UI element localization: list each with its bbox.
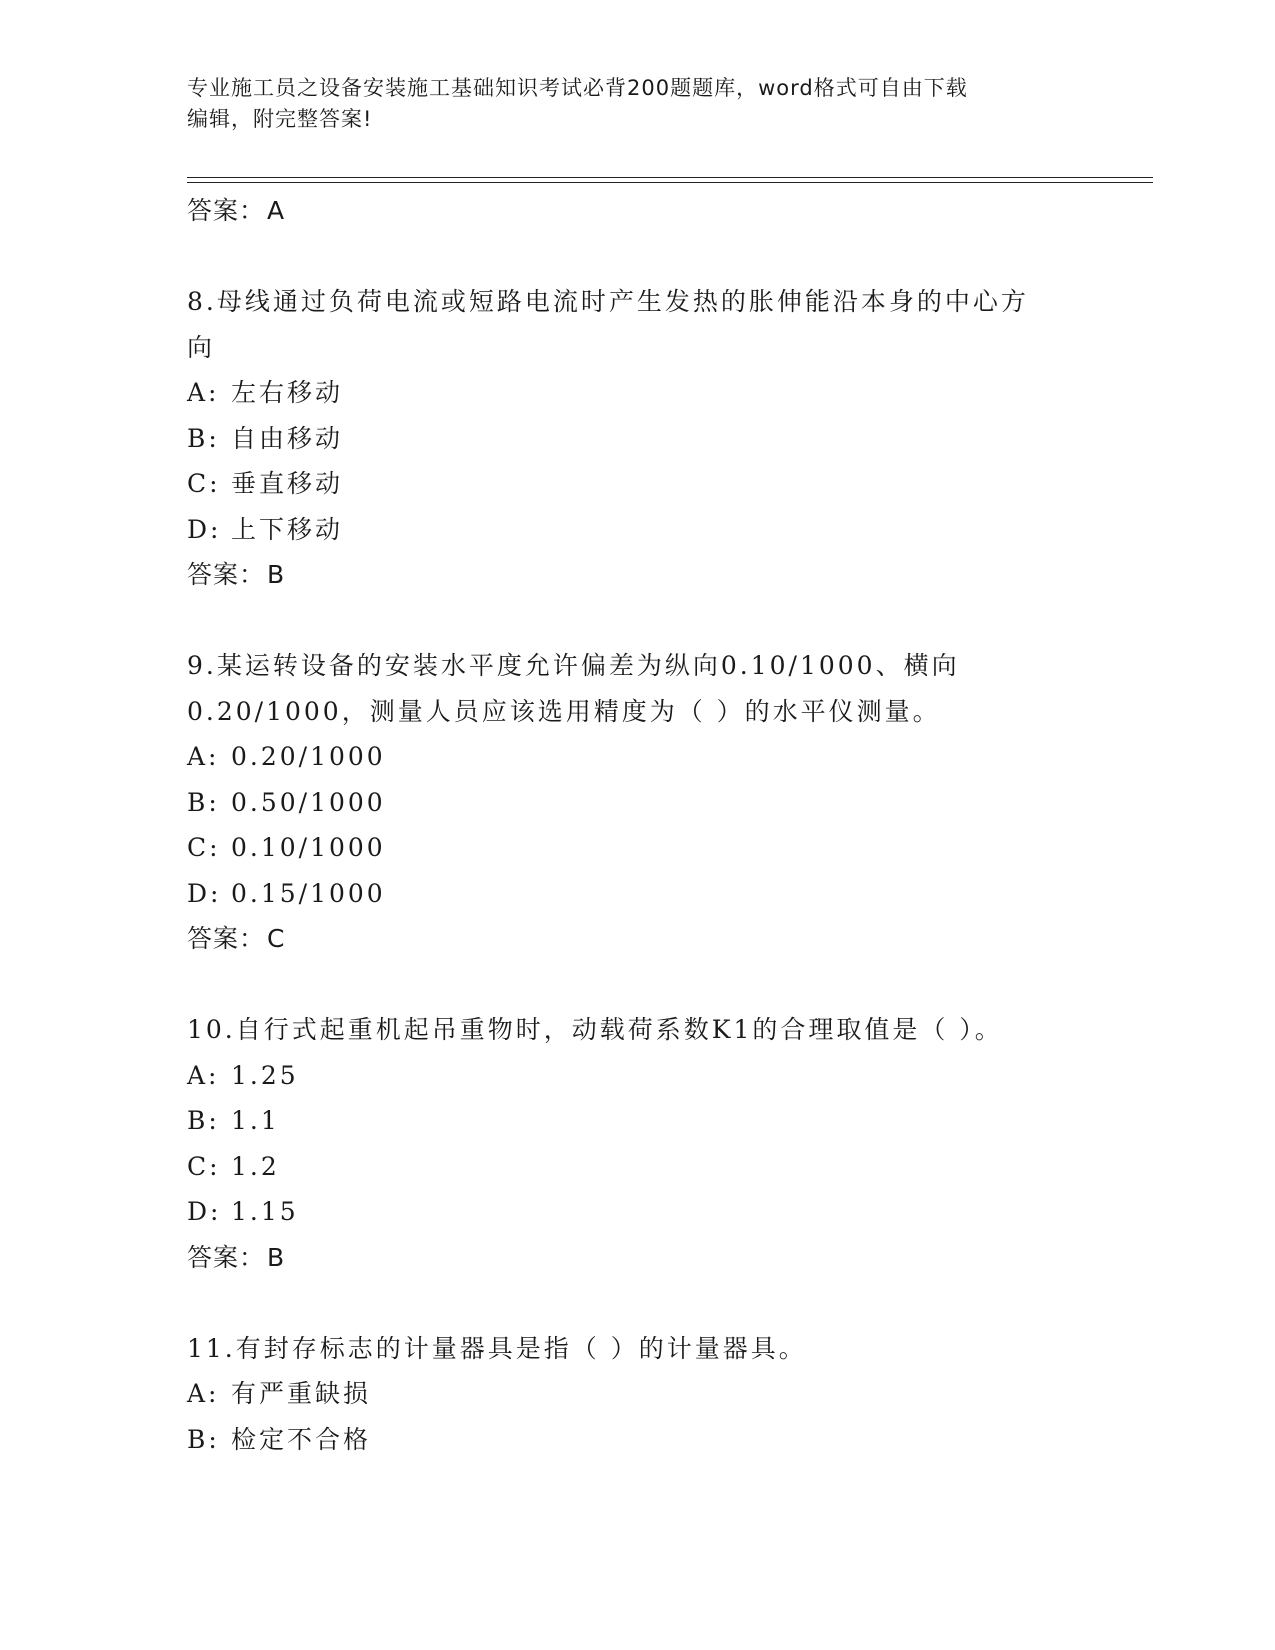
question-text-line-1: 自行式起重机起吊重物时，动载荷系数K1的合理取值是（ ）。 (235, 1015, 1003, 1044)
question-number: 11. (187, 1333, 236, 1363)
option-b (187, 1417, 1087, 1463)
option-letter: B: (187, 423, 220, 453)
answer-value: B (267, 560, 286, 589)
option-c (187, 1144, 1087, 1190)
question-number: 8. (187, 287, 217, 316)
option-text: 1.1 (231, 1106, 280, 1135)
question-text-line-2: 向 (187, 332, 216, 362)
answer-value: B (267, 1242, 286, 1272)
option-text: 垂直移动 (231, 469, 344, 498)
option-letter: A: (187, 378, 220, 407)
question-9 (187, 643, 1087, 962)
answer-value: C (267, 924, 286, 953)
question-text-line-2: 0.20/1000，测量人员应该选用精度为（ ）的水平仪测量。 (187, 696, 941, 726)
option-letter: B: (187, 1106, 220, 1135)
option-letter: D: (187, 878, 222, 908)
answer-label: 答案： (187, 924, 266, 953)
option-d (187, 1189, 1087, 1235)
option-text: 左右移动 (231, 378, 344, 407)
option-a (187, 734, 1087, 780)
option-b (187, 416, 1087, 462)
question-text-line-1: 某运转设备的安装水平度允许偏差为纵向0.10/1000、横向 (216, 651, 960, 680)
question-8 (187, 279, 1087, 598)
question-11 (187, 1326, 1087, 1463)
answer-line (187, 916, 1087, 962)
question-text-line-1: 有封存标志的计量器具是指（ ）的计量器具。 (235, 1333, 807, 1363)
option-text: 自由移动 (231, 423, 344, 453)
question-text (187, 643, 1087, 689)
answer-label: 答案： (187, 196, 266, 225)
option-a (187, 370, 1087, 416)
option-a (187, 1053, 1087, 1099)
header-title-line-2: 编辑，附完整答案! (187, 107, 373, 131)
question-text (187, 279, 1087, 325)
option-c (187, 461, 1087, 507)
option-d (187, 871, 1087, 917)
question-number: 10. (187, 1015, 236, 1044)
option-letter: C: (187, 1151, 221, 1181)
answer-label: 答案： (187, 1242, 266, 1272)
option-text: 0.20/1000 (231, 742, 386, 771)
option-text: 0.15/1000 (231, 878, 386, 908)
answer-label: 答案： (187, 560, 266, 589)
option-letter: B: (187, 1424, 220, 1454)
header-title-line-1: 专业施工员之设备安装施工基础知识考试必背200题题库，word格式可自由下载 (187, 76, 968, 100)
option-c (187, 825, 1087, 871)
option-letter: D: (187, 514, 222, 544)
answer-value: A (267, 196, 286, 225)
option-a (187, 1371, 1087, 1417)
option-text: 1.25 (231, 1060, 299, 1090)
option-letter: A: (187, 1060, 220, 1090)
option-b (187, 780, 1087, 826)
option-text: 有严重缺损 (231, 1379, 372, 1408)
option-letter: A: (187, 1379, 220, 1408)
header-divider-top (187, 177, 1153, 178)
answer-line (187, 188, 1087, 234)
option-letter: C: (187, 469, 221, 498)
option-text: 0.10/1000 (231, 833, 386, 862)
header-divider-bottom (187, 182, 1153, 183)
document-header (187, 73, 1087, 135)
option-text: 检定不合格 (231, 1424, 372, 1454)
option-letter: D: (187, 1197, 222, 1226)
option-d (187, 507, 1087, 553)
question-text (187, 1007, 1087, 1053)
option-letter: A: (187, 742, 220, 771)
question-10 (187, 1007, 1087, 1281)
answer-line (187, 1235, 1087, 1281)
question-number: 9. (187, 651, 217, 680)
answer-line (187, 552, 1087, 598)
option-text: 1.15 (231, 1197, 299, 1226)
option-text: 1.2 (231, 1151, 280, 1181)
question-list (187, 188, 1087, 1462)
option-letter: B: (187, 787, 220, 817)
option-letter: C: (187, 833, 221, 862)
question-text-line-1: 母线通过负荷电流或短路电流时产生发热的胀伸能沿本身的中心方 (216, 287, 1029, 316)
question-text (187, 1326, 1087, 1372)
option-text: 上下移动 (231, 514, 344, 544)
option-text: 0.50/1000 (231, 787, 386, 817)
option-b (187, 1098, 1087, 1144)
